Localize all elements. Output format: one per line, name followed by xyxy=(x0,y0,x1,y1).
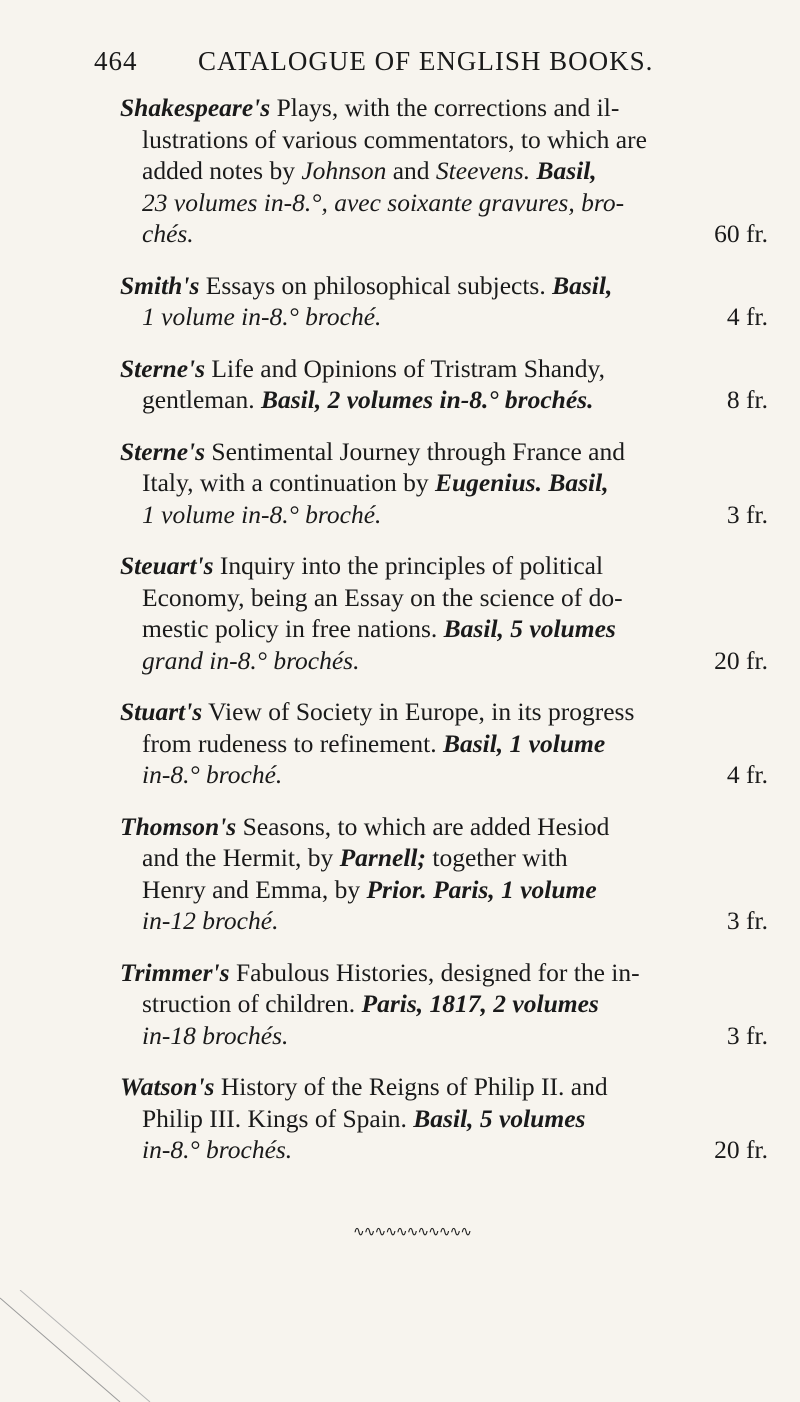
entry-author: Smith's xyxy=(120,270,200,300)
entry-line: gentleman. xyxy=(142,385,261,414)
entry-publisher: Paris, 1 volume xyxy=(433,874,597,904)
entry-line: struction of children. xyxy=(142,989,362,1018)
entry-publisher: Basil, 1 volume xyxy=(442,728,606,758)
entry-format: 1 volume in-8.° broché. xyxy=(142,302,382,331)
entry-author: Steuart's xyxy=(120,551,214,580)
entry-title: Sentimental Journey through France and xyxy=(205,436,625,466)
entry-price: 4 fr. xyxy=(726,302,768,331)
entry-line: Henry and Emma, by xyxy=(142,874,367,904)
page-title: CATALOGUE OF ENGLISH BOOKS. xyxy=(198,46,654,76)
entry-price: 20 fr. xyxy=(714,645,768,675)
entry-author: Watson's xyxy=(120,1072,215,1101)
entry-publisher: Basil, 2 volumes in-8.° brochés. xyxy=(260,385,594,414)
entry-line: together with xyxy=(426,843,568,872)
list-item xyxy=(120,353,768,416)
entry-format: chés. xyxy=(142,219,194,248)
entry-line: added notes by xyxy=(142,156,302,185)
entry-price: 3 fr. xyxy=(726,499,768,529)
page-header xyxy=(94,46,770,86)
list-item xyxy=(120,811,768,937)
entry-author: Shakespeare's xyxy=(120,93,271,122)
list-item xyxy=(120,92,768,250)
entry-format: in-8.° brochés. xyxy=(142,1135,293,1164)
entry-editor: Parnell; xyxy=(339,843,426,872)
entry-title: Seasons, to which are added Hesiod xyxy=(236,811,610,841)
entry-publisher: Paris, 1817, 2 volumes xyxy=(361,989,599,1018)
entry-line: and xyxy=(386,156,436,185)
page-corner-marks xyxy=(0,1290,160,1402)
entry-format: in-18 brochés. xyxy=(142,1020,289,1050)
entry-price: 8 fr. xyxy=(726,385,768,414)
entry-title: History of the Reigns of Philip II. and xyxy=(214,1072,608,1101)
entry-publisher: Basil, xyxy=(536,156,597,185)
entry-line: Economy, being an Essay on the science of do- xyxy=(142,582,623,612)
entry-line: Italy, with a continuation by xyxy=(142,468,435,497)
entry-publisher: Basil, xyxy=(552,270,613,300)
entry-price: 4 fr. xyxy=(726,760,768,789)
entry-price: 3 fr. xyxy=(726,1020,768,1050)
entry-title: Life and Opinions of Tristram Shandy, xyxy=(205,353,605,383)
entry-format: 1 volume in-8.° broché. xyxy=(142,499,382,529)
entry-price: 3 fr. xyxy=(726,906,768,935)
entry-author: Trimmer's xyxy=(120,957,230,987)
list-item xyxy=(120,436,768,531)
page-number: 464 xyxy=(94,46,138,76)
entry-title: View of Society in Europe, in its progress xyxy=(202,697,635,726)
entry-author: Sterne's xyxy=(120,436,206,466)
entry-format: in-12 broché. xyxy=(142,906,279,935)
entry-publisher: Basil, 5 volumes xyxy=(413,1103,586,1133)
entry-format: in-8.° broché. xyxy=(142,760,283,789)
entry-editor: Eugenius. xyxy=(434,468,542,497)
entry-author: Thomson's xyxy=(120,811,237,841)
entry-line: and the Hermit, by xyxy=(142,843,340,872)
entry-price: 20 fr. xyxy=(714,1135,768,1164)
entry-editor: Steevens. xyxy=(435,156,531,185)
entry-editor: Johnson xyxy=(301,156,387,185)
entry-title: Inquiry into the principles of political xyxy=(213,551,604,580)
entry-title: Plays, with the corrections and il- xyxy=(270,93,620,122)
entry-author: Stuart's xyxy=(120,697,203,726)
entry-volumes: 23 volumes in-8.°, avec soixante gravures, bro- xyxy=(142,187,625,217)
entry-author: Sterne's xyxy=(120,353,206,383)
list-item xyxy=(120,270,768,333)
entry-title: Fabulous Histories, designed for the in- xyxy=(229,957,640,987)
list-item xyxy=(120,696,768,791)
entry-publisher: Basil, 5 volumes xyxy=(443,614,616,643)
entry-line: from rudeness to refinement. xyxy=(142,728,443,758)
entry-publisher: Basil, xyxy=(548,468,609,497)
entry-price: 60 fr. xyxy=(714,219,768,248)
entry-editor: Prior. xyxy=(366,874,427,904)
ornament-divider: ∿∿∿∿∿∿∿∿∿∿∿ xyxy=(353,1225,472,1238)
entry-line: mestic policy in free nations. xyxy=(142,614,444,643)
entry-format: grand in-8.° brochés. xyxy=(142,645,360,675)
entry-title: Essays on philosophical subjects. xyxy=(199,270,553,300)
list-item xyxy=(120,550,768,676)
entry-line: lustrations of various commentators, to which are xyxy=(142,124,647,154)
list-item xyxy=(120,957,768,1052)
entry-line: Philip III. Kings of Spain. xyxy=(142,1103,414,1133)
list-item xyxy=(120,1071,768,1166)
entry-list xyxy=(120,92,768,1186)
